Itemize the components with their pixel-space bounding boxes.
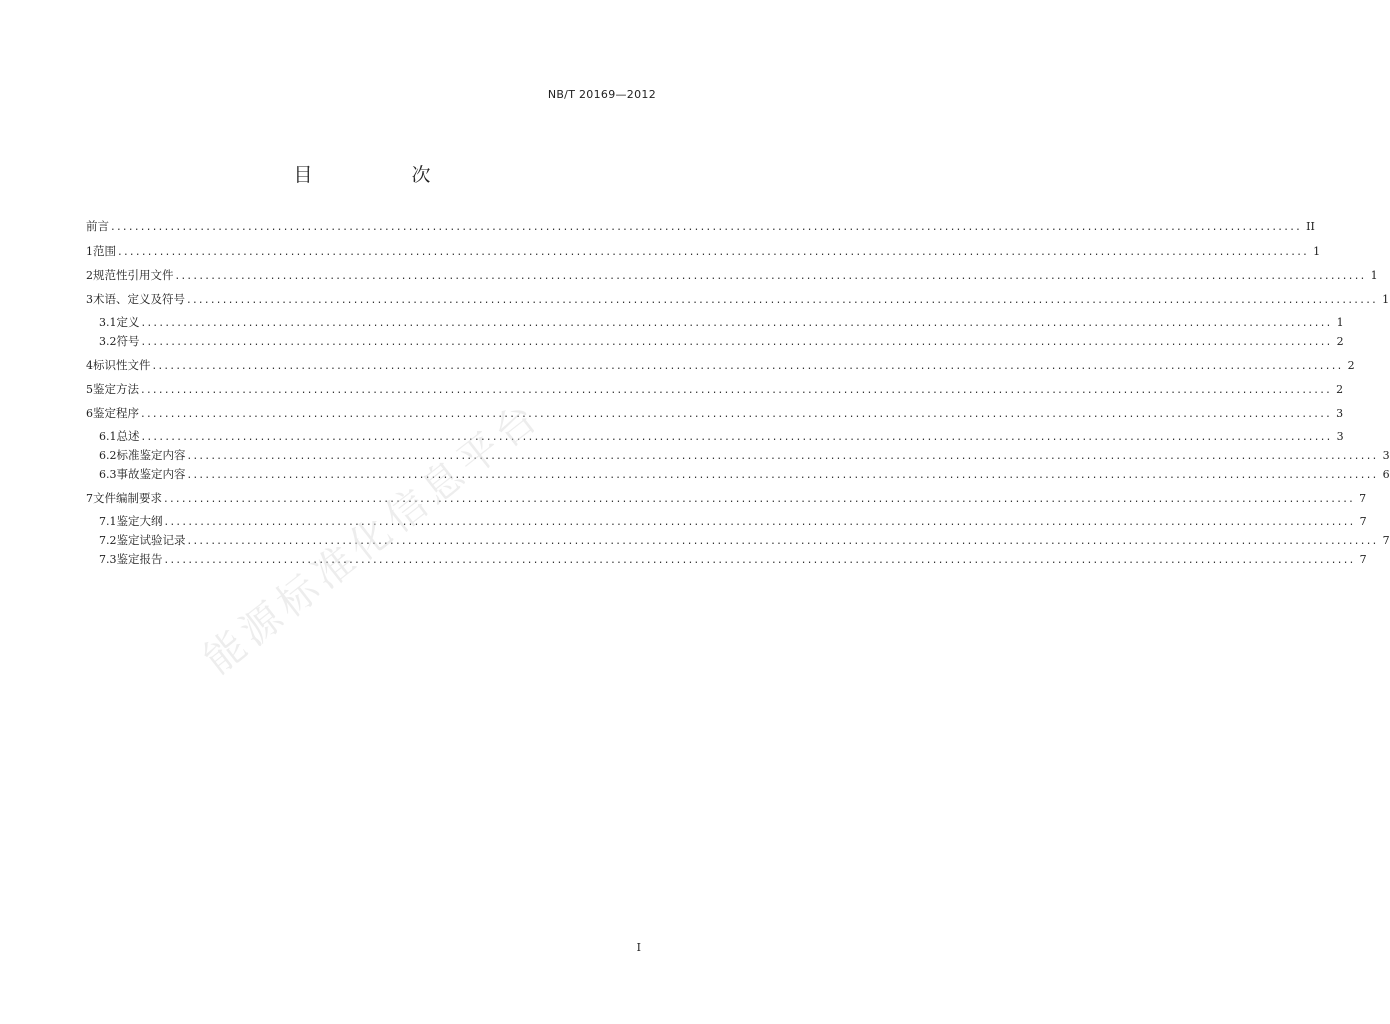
toc-entry[interactable] [86,331,1344,351]
toc-entry-number: 6.1 [99,429,117,443]
toc-entry-number: 3.2 [99,334,117,348]
toc-entry[interactable] [86,216,1315,236]
toc-entry[interactable] [86,289,1390,309]
toc-entry-label: 范围 [93,244,116,258]
toc-entry-label: 标识性文件 [93,358,151,372]
toc-entry-page: 7 [1359,491,1367,505]
toc-entry-label: 文件编制要求 [93,491,162,505]
toc-entry-number: 4 [86,358,93,372]
toc-leader-dots: ........................................................................................................................................................................................................ [175,268,1367,282]
toc-entry[interactable] [86,379,1344,399]
toc-entry-page: 1 [1313,244,1321,258]
toc-entry-number: 3 [86,292,93,306]
toc-entry-number: 2 [86,268,93,282]
toc-entry-number: 1 [86,244,93,258]
toc-entry-page: 7 [1359,552,1367,566]
toc-entry-label: 前言 [86,219,109,233]
toc-entry-label: 事故鉴定内容 [116,467,186,481]
toc-entry-number: 7.1 [99,514,117,528]
page-number: I [636,941,641,954]
toc-leader-dots: ........................................................................................................................................................................................................ [187,533,1379,547]
toc-entry-label: 鉴定试验记录 [116,533,186,547]
toc-leader-dots: ........................................................................................................................................................................................................ [141,429,1333,443]
toc-entry-page: 2 [1347,358,1355,372]
toc-entry-number: 5 [86,382,93,396]
toc-entry-page: 1 [1370,268,1378,282]
toc-leader-dots: ........................................................................................................................................................................................................ [164,491,1356,505]
toc-entry-page: 6 [1382,467,1390,481]
watermark: 能源标准化信息平台 [195,392,551,684]
toc-entry-label: 总述 [116,429,140,443]
toc-entry-page: 1 [1336,315,1344,329]
toc-entry[interactable] [86,403,1344,423]
toc-entry-label: 鉴定大纲 [116,514,163,528]
toc-entry-number: 7.2 [99,533,117,547]
toc-entry-label: 鉴定方法 [93,382,139,396]
toc-entry[interactable] [86,312,1344,332]
toc-entry-number: 7 [86,491,93,505]
toc-entry-label: 定义 [116,315,140,329]
toc-leader-dots: ........................................................................................................................................................................................................ [118,244,1310,258]
toc-entry-label: 鉴定报告 [116,552,163,566]
toc-entry-number: 6.3 [99,467,117,481]
toc-entry-page: 3 [1336,429,1344,443]
toc-leader-dots: ........................................................................................................................................................................................................ [187,448,1379,462]
toc-leader-dots: ........................................................................................................................................................................................................ [141,406,1333,420]
toc-entry[interactable] [86,426,1344,446]
toc-entry-number: 3.1 [99,315,117,329]
toc-entry-number: 7.3 [99,552,117,566]
toc-entry-page: 2 [1336,382,1344,396]
toc-leader-dots: ........................................................................................................................................................................................................ [141,334,1333,348]
toc-entry[interactable] [86,241,1321,261]
toc-entry-label: 符号 [116,334,140,348]
toc-entry-number: 6 [86,406,93,420]
toc-entry-page: 7 [1382,533,1390,547]
toc-leader-dots: ........................................................................................................................................................................................................ [152,358,1344,372]
standard-number: NB/T 20169—2012 [547,88,656,101]
toc-entry-number: 6.2 [99,448,117,462]
toc-entry-page: 1 [1382,292,1390,306]
toc-entry-label: 鉴定程序 [93,406,139,420]
toc-entry[interactable] [86,445,1390,465]
toc-leader-dots: ........................................................................................................................................................................................................ [164,514,1356,528]
toc-entry-page: 3 [1336,406,1344,420]
page-title: 目 次 [293,164,471,186]
toc-entry-label: 术语、定义及符号 [93,292,185,306]
toc-leader-dots: ........................................................................................................................................................................................................ [111,219,1303,233]
toc-leader-dots: ........................................................................................................................................................................................................ [141,382,1333,396]
toc-entry-label: 标准鉴定内容 [116,448,186,462]
toc-entry-page: 3 [1382,448,1390,462]
toc-entry[interactable] [86,464,1390,484]
toc-leader-dots: ........................................................................................................................................................................................................ [187,467,1379,481]
toc-entry-page: 7 [1359,514,1367,528]
toc-leader-dots: ........................................................................................................................................................................................................ [164,552,1356,566]
toc-entry-page: 2 [1336,334,1344,348]
toc-entry[interactable] [86,265,1378,285]
toc-entry-label: 规范性引用文件 [93,268,174,282]
toc-leader-dots: ........................................................................................................................................................................................................ [187,292,1379,306]
toc-entry[interactable] [86,355,1355,375]
toc-entry-page: II [1306,219,1315,233]
toc-leader-dots: ........................................................................................................................................................................................................ [141,315,1333,329]
